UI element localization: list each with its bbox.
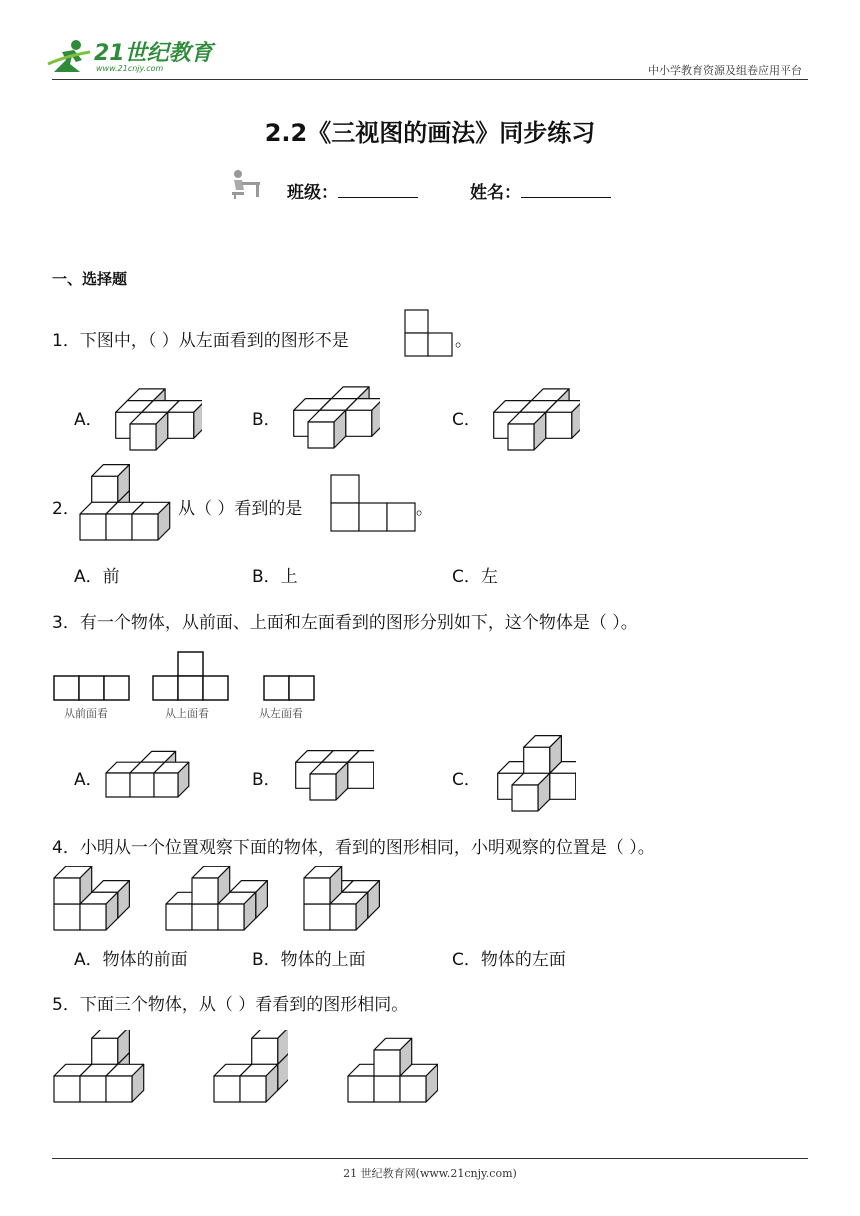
name-blank[interactable]: [521, 181, 611, 198]
logo-url: www.21cnjy.com: [96, 64, 164, 73]
cube: [106, 1064, 144, 1102]
cube: [130, 412, 168, 450]
cube: [192, 866, 230, 904]
cube: [508, 412, 546, 450]
q5-object-3: [346, 1030, 438, 1104]
q2-object-figure: [78, 464, 184, 542]
q3-option-a[interactable]: A．: [74, 770, 103, 790]
site-logo: [46, 36, 226, 80]
cube: [512, 773, 550, 811]
q1-option-a-figure: [102, 374, 202, 452]
class-field: [287, 178, 418, 203]
q3-option-b[interactable]: B．: [252, 770, 281, 790]
q2-option-c[interactable]: C．左: [452, 567, 498, 587]
question-1: [52, 326, 349, 351]
cube: [310, 762, 348, 800]
q1-option-c-figure: [480, 374, 580, 452]
q1-option-b-figure: [280, 378, 380, 450]
q3-caption-left: 从左面看: [259, 707, 303, 720]
runner-logo-icon: [46, 38, 92, 76]
question-5-text: 5．下面三个物体，从（ ）看看到的图形相同。: [52, 995, 409, 1015]
q5-object-2: [212, 1030, 288, 1104]
q2-option-a[interactable]: A．前: [74, 567, 120, 587]
footer-divider: [52, 1158, 808, 1159]
name-field: [470, 178, 611, 203]
student-desk-icon: [228, 168, 264, 200]
cube: [154, 762, 189, 797]
logo-text: 21世纪教育: [94, 41, 213, 66]
question-1-end: 。: [455, 331, 472, 351]
cube: [252, 1030, 288, 1064]
platform-label: 中小学教育资源及组卷应用平台: [648, 64, 802, 77]
q3-option-b-figure: [282, 746, 374, 802]
question-1-text: 1．下图中，（ ）从左面看到的图形不是: [52, 331, 349, 351]
cube: [54, 866, 92, 904]
q3-left-view: [262, 650, 318, 702]
q3-caption-front: 从前面看: [64, 707, 108, 720]
q4-object-1: [52, 866, 130, 932]
section-title: 一、选择题: [52, 270, 128, 288]
q4-option-c[interactable]: C．物体的左面: [452, 950, 566, 970]
q3-option-a-figure: [104, 749, 194, 799]
name-label: 姓名：: [470, 183, 521, 203]
q4-object-3: [302, 866, 382, 932]
q3-top-view: [151, 650, 231, 702]
q3-option-c[interactable]: C．: [452, 770, 481, 790]
class-blank[interactable]: [338, 181, 418, 198]
cube: [304, 866, 342, 904]
class-label: 班级：: [287, 183, 338, 203]
cube: [240, 1064, 278, 1102]
q2-option-b[interactable]: B．上: [252, 567, 298, 587]
q3-caption-top: 从上面看: [165, 707, 209, 720]
q4-option-b[interactable]: B．物体的上面: [252, 950, 366, 970]
header-divider: [52, 79, 808, 80]
q1-option-c[interactable]: C．: [452, 410, 481, 430]
q4-object-2: [164, 866, 268, 932]
question-2-num: 2．: [52, 499, 80, 519]
q4-option-a[interactable]: A．物体的前面: [74, 950, 188, 970]
cube: [132, 502, 170, 540]
q3-front-view: [52, 650, 132, 702]
question-2-text: 从（ ）看到的是: [178, 499, 303, 519]
cube: [524, 736, 562, 774]
question-2-end: 。: [416, 499, 433, 519]
cube: [308, 410, 346, 448]
question-4-text: 4．小明从一个位置观察下面的物体，看到的图形相同，小明观察的位置是（ ）。: [52, 838, 655, 858]
cube: [92, 465, 130, 503]
q5-object-1: [52, 1030, 152, 1104]
q1-left-view-figure: [404, 309, 454, 357]
cube: [374, 1038, 412, 1076]
q1-option-b[interactable]: B．: [252, 410, 281, 430]
q2-view-figure: [330, 474, 418, 532]
question-3-text: 3．有一个物体，从前面、上面和左面看到的图形分别如下，这个物体是（ ）。: [52, 613, 638, 633]
q3-option-c-figure: [484, 735, 576, 813]
footer-text: 21 世纪教育网(www.21cnjy.com): [343, 1167, 517, 1180]
page-title: 2.2《三视图的画法》同步练习: [264, 119, 596, 147]
q1-option-a[interactable]: A．: [74, 410, 103, 430]
